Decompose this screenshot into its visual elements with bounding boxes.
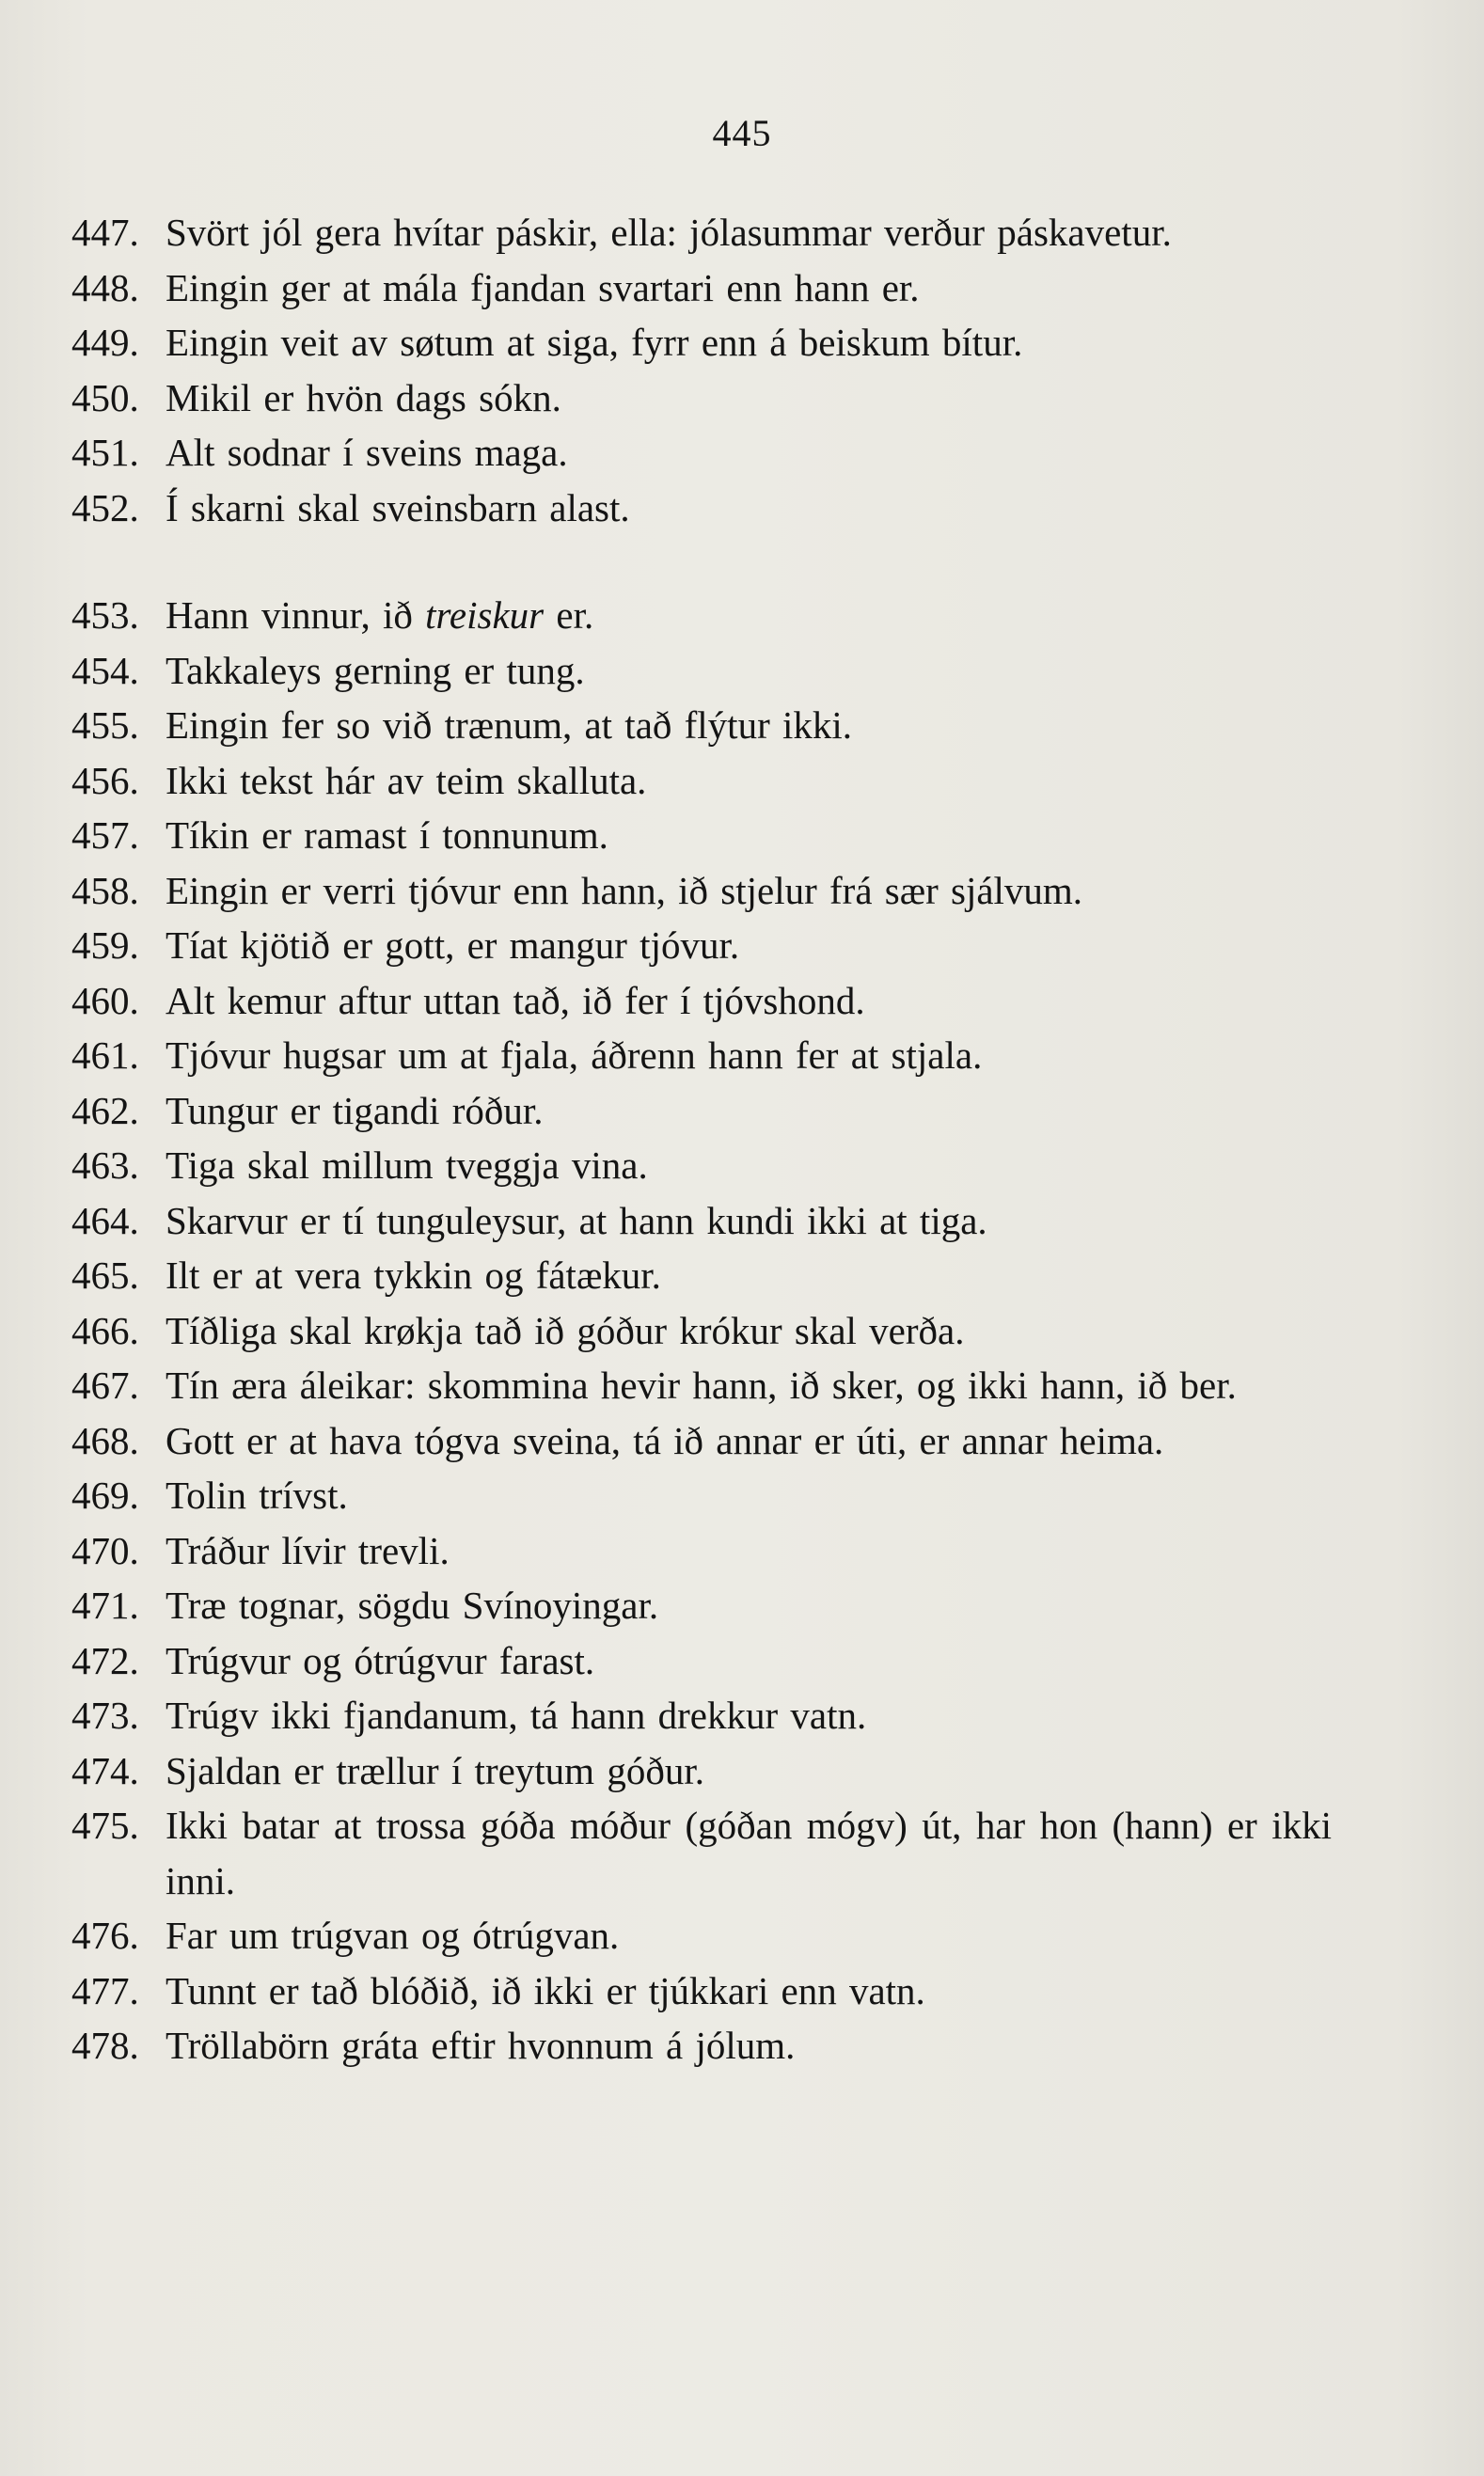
proverb-text [166, 1138, 1332, 1193]
proverb-number: 453. [71, 593, 139, 637]
proverb-number: 475. [71, 1804, 139, 1847]
proverb-text [166, 1908, 1332, 1963]
proverb-entry [71, 808, 1332, 863]
proverb-text-main: Tunnt er tað blóðið, ið ikki er tjúkkari enn vatn. [166, 1968, 925, 2012]
proverb-entry [71, 481, 1332, 536]
proverb-text [166, 1578, 1332, 1633]
proverb-text-main: Í skarni skal sveinsbarn alast. [166, 485, 630, 529]
proverb-text-main: Tolin trívst. [166, 1474, 348, 1517]
proverb-entry [71, 1468, 1332, 1523]
proverb-number: 468. [71, 1418, 139, 1462]
proverb-number: 476. [71, 1914, 139, 1957]
proverb-number: 462. [71, 1088, 139, 1132]
proverb-entry [71, 1248, 1332, 1303]
proverb-text [166, 1743, 1332, 1799]
proverb-entry [71, 918, 1332, 973]
proverb-entry [71, 973, 1332, 1029]
proverb-text [166, 1248, 1332, 1303]
proverb-number: 454. [71, 648, 139, 692]
proverb-text-main: Far um trúgvan og ótrúgvan. [166, 1914, 620, 1957]
proverb-list [71, 205, 1332, 2074]
proverb-text [166, 425, 1332, 481]
proverb-text [166, 1633, 1332, 1689]
proverb-number: 456. [71, 758, 139, 802]
proverb-text [166, 481, 1332, 536]
proverb-text [166, 205, 1332, 260]
proverb-number: 458. [71, 868, 139, 912]
proverb-text [166, 698, 1332, 753]
proverb-text [166, 1798, 1332, 1908]
proverb-text-main: Svört jól gera hvítar páskir, ella: jólasummar verður páskavetur. [166, 211, 1172, 254]
proverb-text [166, 260, 1332, 316]
proverb-number: 471. [71, 1584, 139, 1627]
proverb-number: 474. [71, 1748, 139, 1792]
proverb-text [166, 1028, 1332, 1083]
proverb-number: 470. [71, 1528, 139, 1572]
proverb-text [166, 918, 1332, 973]
proverb-number: 465. [71, 1254, 139, 1297]
proverb-number: 469. [71, 1474, 139, 1517]
proverb-entry [71, 1908, 1332, 1963]
proverb-text [166, 1358, 1332, 1413]
proverb-number: 463. [71, 1143, 139, 1187]
proverb-text [166, 2018, 1332, 2074]
proverb-number: 461. [71, 1033, 139, 1077]
proverb-number: 477. [71, 1968, 139, 2012]
proverb-number: 457. [71, 813, 139, 857]
proverb-text [166, 1688, 1332, 1743]
proverb-text-main: Skarvur er tí tunguleysur, at hann kundi ikki at tiga. [166, 1198, 987, 1242]
proverb-emphasis: treiskur [425, 593, 545, 637]
proverb-number: 452. [71, 485, 139, 529]
proverb-text-main: Hann vinnur, ið [166, 593, 426, 637]
proverb-number: 449. [71, 321, 139, 364]
proverb-number: 459. [71, 923, 139, 967]
proverb-number: 478. [71, 2024, 139, 2067]
proverb-text [166, 808, 1332, 863]
proverb-number: 455. [71, 703, 139, 747]
proverb-number: 451. [71, 431, 139, 474]
proverb-entry [71, 588, 1332, 643]
proverb-number: 473. [71, 1694, 139, 1737]
proverb-entry [71, 205, 1332, 260]
proverb-text [166, 643, 1332, 699]
proverb-section [71, 588, 1332, 2074]
proverb-text-main: Eingin er verri tjóvur enn hann, ið stjelur frá sær sjálvum. [166, 868, 1083, 912]
proverb-text-main: Alt kemur aftur uttan tað, ið fer í tjóvshond. [166, 978, 865, 1022]
proverb-entry [71, 1633, 1332, 1689]
proverb-text-main: Tjóvur hugsar um at fjala, áðrenn hann fer at stjala. [166, 1033, 983, 1077]
proverb-text-main: Tröllabörn gráta eftir hvonnum á jólum. [166, 2024, 796, 2067]
proverb-text-main: Tungur er tigandi róður. [166, 1088, 544, 1132]
proverb-number: 464. [71, 1198, 139, 1242]
proverb-text [166, 315, 1332, 371]
proverb-text-main: Sjaldan er trællur í treytum góður. [166, 1748, 704, 1792]
proverb-number: 472. [71, 1638, 139, 1682]
proverb-text-main: Trúgv ikki fjandanum, tá hann drekkur vatn. [166, 1694, 867, 1737]
page-number: 445 [712, 112, 772, 154]
proverb-text-main: Tín æra áleikar: skommina hevir hann, ið sker, og ikki hann, ið ber. [166, 1364, 1237, 1407]
proverb-text-main: Ikki tekst hár av teim skalluta. [166, 758, 647, 802]
proverb-text [166, 1523, 1332, 1579]
proverb-entry [71, 1028, 1332, 1083]
proverb-text-main: Gott er at hava tógva sveina, tá ið annar er úti, er annar heima. [166, 1418, 1164, 1462]
proverb-entry [71, 260, 1332, 316]
proverb-entry [71, 315, 1332, 371]
proverb-text-main: Mikil er hvön dags sókn. [166, 375, 561, 419]
proverb-entry [71, 1193, 1332, 1249]
proverb-text-main: Tíat kjötið er gott, er mangur tjóvur. [166, 923, 740, 967]
proverb-text [166, 863, 1332, 919]
proverb-entry [71, 1083, 1332, 1139]
proverb-section [71, 205, 1332, 535]
proverb-entry [71, 371, 1332, 426]
proverb-text [166, 1963, 1332, 2019]
proverb-text-main: Eingin fer so við trænum, at tað flýtur ikki. [166, 703, 853, 747]
proverb-entry [71, 753, 1332, 809]
proverb-text [166, 1413, 1332, 1469]
proverb-entry [71, 1798, 1332, 1908]
proverb-text-main: Eingin veit av søtum at siga, fyrr enn á beiskum bítur. [166, 321, 1023, 364]
proverb-text-main: Eingin ger at mála fjandan svartari enn hann er. [166, 265, 920, 309]
proverb-text-main: Tráður lívir trevli. [166, 1528, 450, 1572]
proverb-entry [71, 425, 1332, 481]
proverb-text [166, 753, 1332, 809]
proverb-entry [71, 1578, 1332, 1633]
proverb-text-main: Træ tognar, sögdu Svínoyingar. [166, 1584, 659, 1627]
proverb-entry [71, 1303, 1332, 1359]
proverb-entry [71, 643, 1332, 699]
proverb-number: 467. [71, 1364, 139, 1407]
proverb-text-main: Ikki batar at trossa góða móður (góðan mógv) út, har hon (hann) er ikki inni. [166, 1804, 1332, 1902]
proverb-entry [71, 1523, 1332, 1579]
proverb-number: 460. [71, 978, 139, 1022]
proverb-text [166, 588, 1332, 643]
proverb-text [166, 1193, 1332, 1249]
proverb-text [166, 1083, 1332, 1139]
proverb-number: 466. [71, 1308, 139, 1352]
proverb-text [166, 1303, 1332, 1359]
proverb-text-main: Tiga skal millum tveggja vina. [166, 1143, 648, 1187]
proverb-entry [71, 698, 1332, 753]
proverb-entry [71, 1358, 1332, 1413]
proverb-entry [71, 863, 1332, 919]
proverb-text-main: Tíðliga skal krøkja tað ið góður krókur skal verða. [166, 1308, 965, 1352]
proverb-text-main: Trúgvur og ótrúgvur farast. [166, 1638, 595, 1682]
proverb-text-main: Tíkin er ramast í tonnunum. [166, 813, 608, 857]
proverb-number: 450. [71, 375, 139, 419]
proverb-text [166, 973, 1332, 1029]
proverb-text-main: Ilt er at vera tykkin og fátækur. [166, 1254, 661, 1297]
proverb-text-end: er. [544, 593, 594, 637]
proverb-text-main: Takkaleys gerning er tung. [166, 648, 585, 692]
proverb-entry [71, 1138, 1332, 1193]
proverb-entry [71, 1688, 1332, 1743]
proverb-number: 447. [71, 211, 139, 254]
proverb-number: 448. [71, 265, 139, 309]
proverb-text [166, 371, 1332, 426]
proverb-entry [71, 1413, 1332, 1469]
proverb-entry [71, 1743, 1332, 1799]
proverb-text-main: Alt sodnar í sveins maga. [166, 431, 568, 474]
proverb-entry [71, 2018, 1332, 2074]
proverb-text [166, 1468, 1332, 1523]
proverb-entry [71, 1963, 1332, 2019]
